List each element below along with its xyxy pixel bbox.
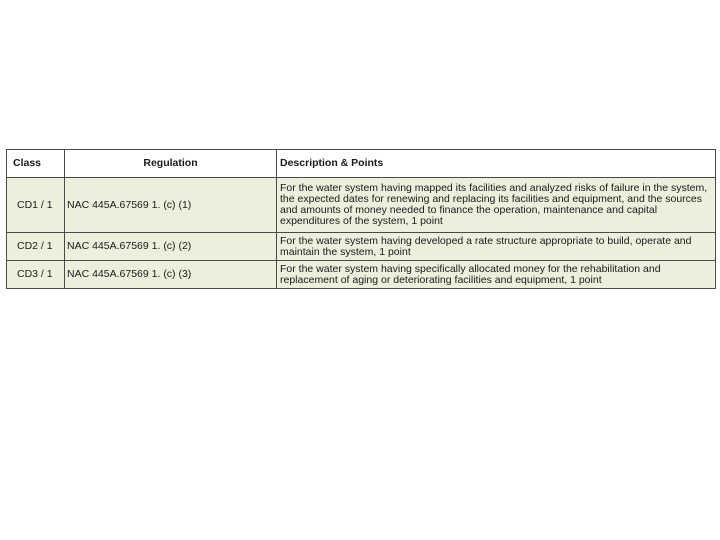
cell-description: For the water system having developed a rate structure appropriate to build, operate and maintain the system, 1 point [277, 233, 716, 261]
table-row [7, 178, 716, 233]
cell-regulation: NAC 445A.67569 1. (c) (2) [65, 233, 277, 261]
cell-class: CD3 / 1 [7, 261, 65, 289]
cell-regulation: NAC 445A.67569 1. (c) (1) [65, 178, 277, 233]
cell-class: CD1 / 1 [7, 178, 65, 233]
cell-description: For the water system having mapped its facilities and analyzed risks of failure in the system, the expected dates for renewing and replacing its facilities and equipment, and the sources and amounts of money needed to finance the operation, maintenance and capital expenditures of the system, 1 point [277, 178, 716, 233]
table-row [7, 233, 716, 261]
table-row [7, 261, 716, 289]
header-regulation: Regulation [65, 150, 277, 178]
header-description: Description & Points [277, 150, 716, 178]
cell-description: For the water system having specifically allocated money for the rehabilitation and replacement of aging or deteriorating facilities and equipment, 1 point [277, 261, 716, 289]
regulation-table [6, 149, 716, 289]
table-header-row [7, 150, 716, 178]
header-class: Class [7, 150, 65, 178]
cell-class: CD2 / 1 [7, 233, 65, 261]
regulation-table-container [6, 149, 715, 289]
cell-regulation: NAC 445A.67569 1. (c) (3) [65, 261, 277, 289]
